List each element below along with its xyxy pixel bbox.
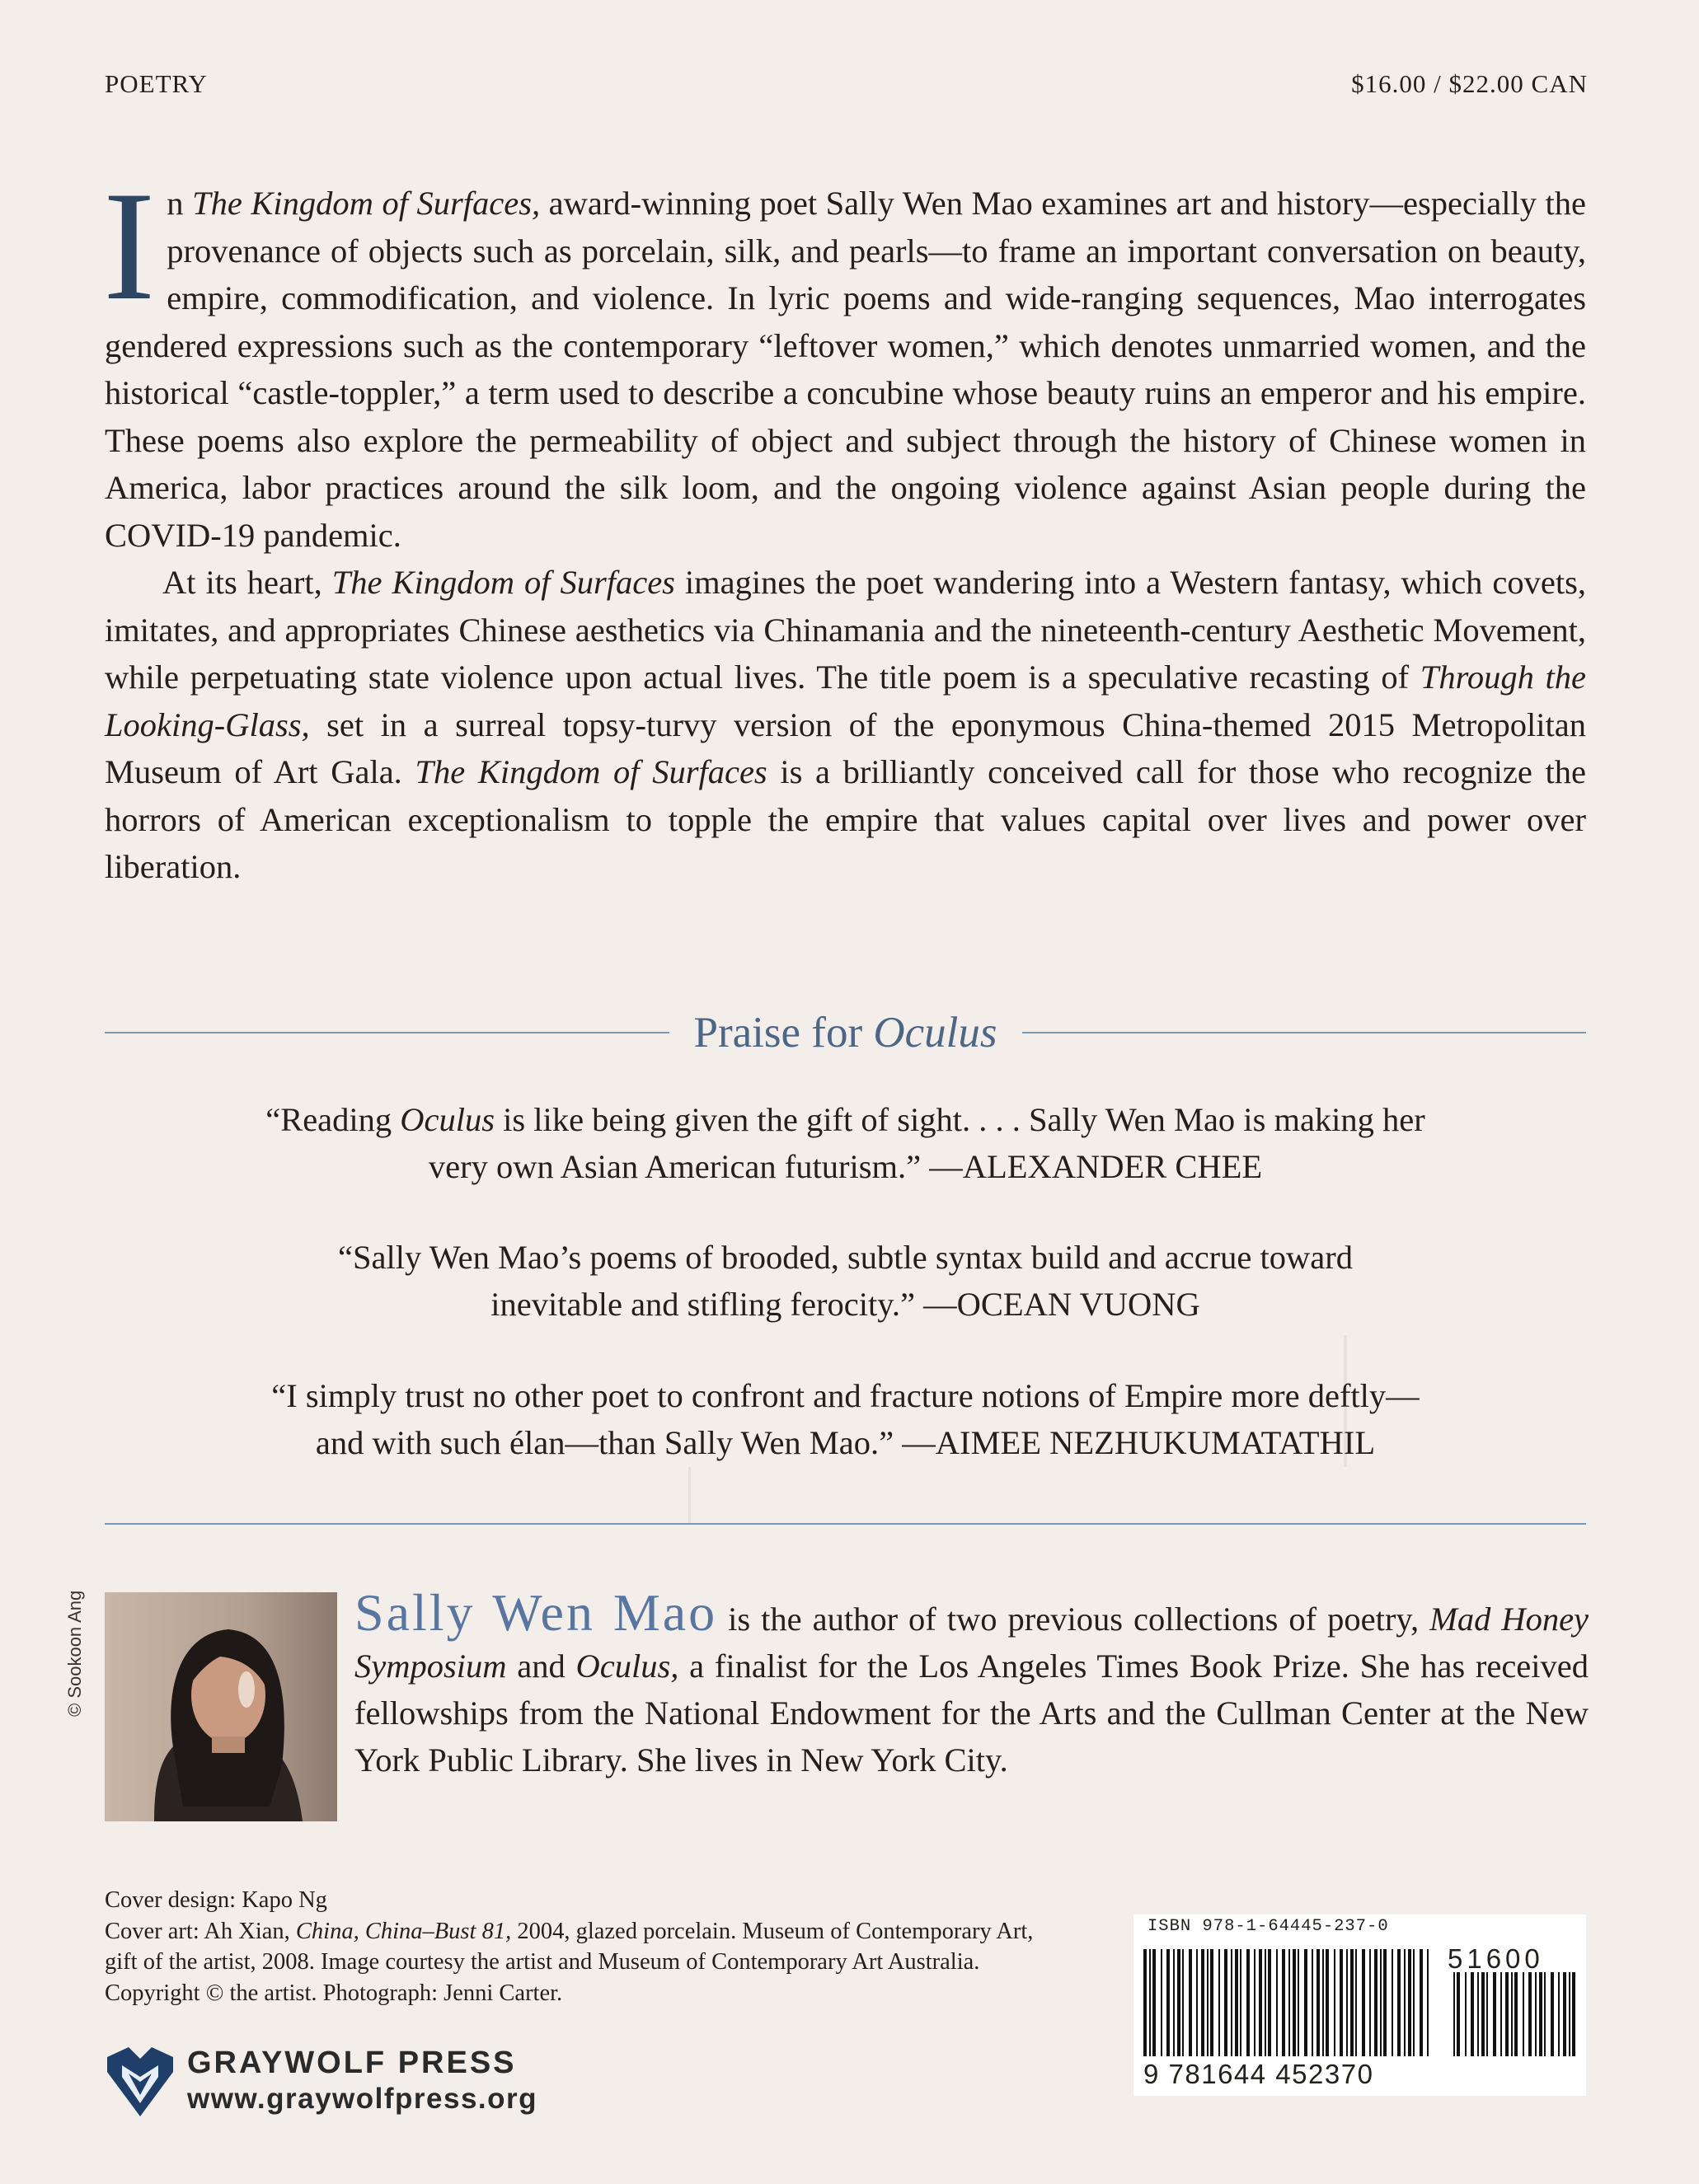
barcode-bar: [1282, 1949, 1285, 2056]
barcode-bar: [1161, 1949, 1162, 2056]
category-label: POETRY: [105, 69, 208, 98]
isbn-text: ISBN 978-1-64445-237-0: [1148, 1917, 1389, 1936]
barcode-bar: [1322, 1949, 1324, 2056]
barcode-bar: [1477, 1972, 1479, 2056]
barcode-bar: [1201, 1949, 1204, 2056]
barcode-bar: [1259, 1949, 1262, 2056]
barcode-bar: [1505, 1972, 1509, 2056]
barcode-bar: [1298, 1949, 1299, 2056]
barcode-bar: [1493, 1972, 1496, 2056]
barcode-bar: [1334, 1949, 1335, 2056]
book-title: The Kingdom of Surfaces: [331, 564, 675, 601]
description: [103, 160, 1587, 891]
praise-title: Praise for Oculus: [693, 1009, 997, 1057]
author-photo: [105, 1592, 337, 1821]
barcode-bar: [1224, 1949, 1227, 2056]
author-bio: Sally Wen Mao is the author of two previous collections of poetry, Mad Honey Symposium and Oculus, a finalist for the Los Angeles Times Book Prize. She has received fellowships from the National Endowment for the Arts and the Cullman Center at the New York Public Library. She lives in New York City.: [354, 1583, 1589, 1779]
barcode-bar: [1350, 1949, 1354, 2056]
barcode-bar: [1408, 1949, 1411, 2056]
barcode-bar: [1265, 1949, 1266, 2056]
barcode-bar: [1427, 1949, 1429, 2056]
photo-credit: © Sookoon Ang: [64, 1590, 85, 1717]
barcode-bar: [1481, 1972, 1485, 2056]
barcode-bar: [1149, 1949, 1151, 2056]
barcode-bar: [1143, 1949, 1147, 2056]
barcode-bar: [1404, 1949, 1406, 2056]
book-title: The Kingdom of Surfaces,: [192, 185, 541, 222]
praise-heading: [105, 1004, 1586, 1062]
barcode-bar: [1326, 1949, 1329, 2056]
barcode-bar: [1276, 1949, 1278, 2056]
rule-right: [1022, 1032, 1587, 1033]
cover-art-credit: Cover art: Ah Xian, China, China–Bust 81, 2004, glazed porcelain. Museum of Contemporary Art, gift of the artist, 2008. Image courtesy the artist and Museum of Contemporary Art Australia. Copyright © the artist. Photograph: Jenni Carter.: [105, 1918, 1034, 2006]
barcode-bar: [1304, 1949, 1307, 2056]
barcode-bar: [1362, 1949, 1365, 2056]
barcode-bar: [1572, 1972, 1575, 2056]
barcode-bar: [1196, 1949, 1198, 2056]
barcode-bar: [1293, 1949, 1296, 2056]
barcode-bar: [1551, 1972, 1554, 2056]
barcode-bar: [1218, 1949, 1220, 2056]
barcode-bar: [1569, 1972, 1570, 2056]
barcode-bar: [1231, 1949, 1232, 2056]
praise-quote-nezhukumatathil: “I simply trust no other poet to confront and fracture notions of Empire more deftly— and with such élan—than Sally Wen Mao.” —AIMEE NEZHUKUMATATHIL: [271, 1377, 1420, 1461]
barcode-bar: [1413, 1949, 1415, 2056]
barcode-bar: [1523, 1972, 1524, 2056]
description-paragraph-2: At its heart, The Kingdom of Surfaces imagines the poet wandering into a Western fantasy, which covets, imitates, and appropriates Chinese aesthetics via Chinamania and the nineteenth-century Aesthetic Movement, while perpetuating state violence upon actual lives. The title poem is a speculative recasting of Through the Looking-Glass, set in a surreal topsy-turvy version of the eponymous China-themed 2015 Metropolitan Museum of Art Gala. The Kingdom of Surfaces is a brilliantly conceived call for those who recognize the horrors of American exceptionalism to topple the empire that values capital over lives and power over liberation.: [105, 564, 1587, 885]
barcode-bar: [1246, 1949, 1250, 2056]
barcode-bar: [1355, 1949, 1357, 2056]
barcode-bar: [1383, 1949, 1387, 2056]
barcode-digits: 9 781644 452370: [1143, 2059, 1374, 2089]
barcode-bar: [1340, 1949, 1343, 2056]
barcode-bar: [1182, 1949, 1184, 2056]
barcode-bar: [1240, 1949, 1241, 2056]
barcode-bar: [1177, 1949, 1180, 2056]
barcode-bar: [1207, 1949, 1209, 2056]
barcode-bar: [1535, 1972, 1537, 2056]
graywolf-logo-icon: [107, 2047, 173, 2116]
barcode-bar: [1235, 1949, 1238, 2056]
barcode-bar: [1374, 1949, 1378, 2056]
book-title: Mad Honey Symposium: [354, 1601, 1589, 1685]
barcode-bar: [1166, 1949, 1170, 2056]
book-title: Oculus,: [575, 1647, 679, 1685]
rule-left: [105, 1032, 669, 1033]
drop-cap: I: [103, 160, 156, 333]
barcode-bar: [1558, 1972, 1560, 2056]
barcode-bar: [1420, 1949, 1423, 2056]
barcode-bar: [1312, 1949, 1313, 2056]
barcode-bar: [1316, 1949, 1320, 2056]
barcode-price-code: 51600: [1448, 1943, 1544, 1974]
cover-design-credit: Cover design: Kapo Ng: [105, 1887, 327, 1913]
barcode-bar: [1500, 1972, 1502, 2056]
publisher-url: www.graywolfpress.org: [187, 2083, 538, 2115]
description-paragraph-1: In The Kingdom of Surfaces, award-winning poet Sally Wen Mao examines art and history—especially the provenance of objects such as porcelain, silk, and pearls—to frame an important conversation on beauty, empire, commodification, and violence. In lyric poems and wide-ranging sequences, Mao interrogates gendered expressions such as the contemporary “leftover women,” which denotes unmarried women, and the historical “castle-toppler,” a term used to describe a concubine whose beauty ruins an emperor and his empire. These poems also explore the permeability of object and subject through the history of Chinese women in America, labor practices around the silk loom, and the ongoing violence against Asian people during the COVID-19 pandemic.: [103, 160, 1587, 554]
referenced-title: Through the Looking-Glass,: [105, 658, 1587, 743]
paper-mark: [688, 1467, 691, 1525]
barcode-bar: [1514, 1972, 1518, 2056]
barcode-bar: [1563, 1972, 1566, 2056]
section-rule: [105, 1523, 1586, 1525]
praise-quote-vuong: “Sally Wen Mao’s poems of brooded, subtle syntax build and accrue toward inevitable and stifling ferocity.” —OCEAN VUONG: [338, 1239, 1353, 1323]
barcode-bar: [1397, 1949, 1401, 2056]
barcode-bar: [1465, 1972, 1467, 2056]
barcode-bar: [1254, 1949, 1255, 2056]
barcode-bar: [1511, 1972, 1513, 2056]
author-name: Sally Wen Mao: [354, 1583, 718, 1642]
praise-quote-chee: “Reading Oculus is like being given the gift of sight. . . . Sally Wen Mao is making her very own Asian American futurism.” —ALEXANDER CHEE: [265, 1101, 1425, 1185]
barcode-bar: [1189, 1949, 1192, 2056]
barcode-bar: [1528, 1972, 1532, 2056]
publisher-name: GRAYWOLF PRESS: [187, 2046, 517, 2080]
barcode-bar: [1486, 1972, 1488, 2056]
barcode-bar: [1457, 1972, 1460, 2056]
barcode-bar: [1392, 1949, 1393, 2056]
barcode-bar: [1453, 1972, 1455, 2056]
barcode-bar: [1544, 1972, 1546, 2056]
barcode-bar: [1380, 1949, 1382, 2056]
price-label: $16.00 / $22.00 CAN: [1351, 69, 1588, 98]
barcode-bar: [1539, 1972, 1542, 2056]
publisher-block: [107, 2044, 569, 2122]
barcode-bar: [1288, 1949, 1290, 2056]
barcode-bar: [1268, 1949, 1271, 2056]
book-title: The Kingdom of Surfaces: [415, 753, 767, 790]
barcode-bar: [1369, 1949, 1371, 2056]
cover-credits: [105, 1885, 1061, 2008]
barcode-bar: [1471, 1972, 1474, 2056]
barcode-bar: [1210, 1949, 1213, 2056]
barcode-bar: [1152, 1949, 1156, 2056]
barcode-bar: [1346, 1949, 1348, 2056]
barcode-bar: [1173, 1949, 1175, 2056]
